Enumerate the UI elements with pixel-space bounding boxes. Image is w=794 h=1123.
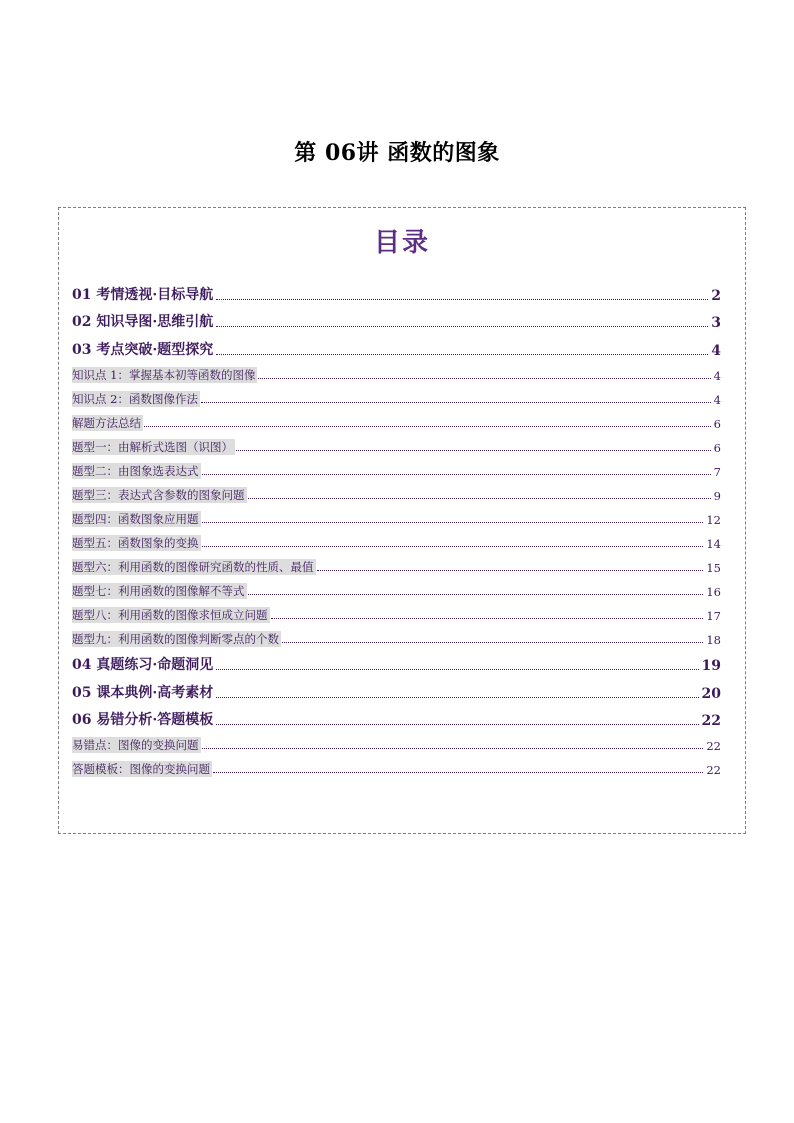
toc-heading: 目录: [373, 228, 430, 258]
toc-leader-dots: [216, 669, 698, 670]
toc-entry-page: 4: [713, 369, 721, 383]
toc-entry-page: 2: [711, 288, 721, 304]
toc-entry-label: 06 易错分析·答题模板: [72, 712, 214, 728]
toc-entry-label: 题型七：利用函数的图像解不等式: [72, 584, 245, 598]
toc-entry-page: 14: [706, 537, 721, 551]
toc-leader-dots: [248, 498, 711, 499]
toc-entry-label: 题型二：由图象选表达式: [72, 464, 199, 478]
toc-entry-label: 知识点 1：掌握基本初等函数的图像: [72, 368, 256, 382]
toc-entry-label: 题型三：表达式含参数的图象问题: [72, 488, 245, 502]
toc-leader-dots: [236, 450, 711, 451]
toc-entry-error-analysis[interactable]: [72, 709, 721, 729]
toc-entry-label: 题型四：函数图象应用题: [72, 512, 199, 526]
toc-entry-page: 6: [713, 441, 721, 455]
toc-entry-error-point[interactable]: [72, 735, 721, 753]
toc-entry-page: 4: [713, 393, 721, 407]
toc-leader-dots: [202, 474, 711, 475]
toc-entry-page: 17: [706, 609, 721, 623]
toc-entry-label: 题型五：函数图象的变换: [72, 536, 199, 550]
toc-entry-page: 22: [706, 763, 721, 777]
toc-entry-page: 3: [711, 315, 721, 331]
toc-entry-page: 7: [713, 465, 721, 479]
toc-entry-label: 答题模板：图像的变换问题: [72, 762, 210, 776]
toc-entry-mindmap[interactable]: [72, 311, 721, 331]
toc-entry-label: 02 知识导图·思维引航: [72, 314, 214, 330]
toc-leader-dots: [216, 697, 698, 698]
toc-entry-type-3[interactable]: [72, 485, 721, 503]
toc-entry-knowledge-1[interactable]: [72, 365, 721, 383]
toc-entry-knowledge-2[interactable]: [72, 389, 721, 407]
toc-leader-dots: [271, 618, 704, 619]
toc-entry-overview[interactable]: [72, 284, 721, 304]
toc-leader-dots: [216, 724, 698, 725]
toc-entry-label: 知识点 2：函数图像作法: [72, 392, 198, 406]
toc-leader-dots: [202, 748, 704, 749]
toc-leader-dots: [248, 594, 704, 595]
document-title: 第 06讲 函数的图象: [294, 140, 500, 166]
toc-leader-dots: [144, 426, 711, 427]
toc-entry-page: 9: [713, 489, 721, 503]
toc-entry-page: 18: [706, 633, 721, 647]
toc-leader-dots: [216, 326, 708, 327]
toc-entry-method-summary[interactable]: [72, 413, 721, 431]
toc-leader-dots: [216, 299, 708, 300]
toc-entry-type-5[interactable]: [72, 533, 721, 551]
toc-entry-page: 12: [706, 513, 721, 527]
toc-entry-label: 03 考点突破·题型探究: [72, 342, 214, 358]
toc-entry-type-9[interactable]: [72, 629, 721, 647]
toc-entry-type-4[interactable]: [72, 509, 721, 527]
toc-leader-dots: [216, 354, 708, 355]
toc-leader-dots: [282, 642, 703, 643]
toc-leader-dots: [213, 772, 703, 773]
toc-entry-label: 易错点：图像的变换问题: [72, 738, 199, 752]
toc-entry-page: 20: [701, 686, 721, 702]
toc-entry-type-7[interactable]: [72, 581, 721, 599]
toc-entry-type-2[interactable]: [72, 461, 721, 479]
toc-entry-label: 题型六：利用函数的图像研究函数的性质、最值: [72, 560, 314, 574]
toc-entry-page: 16: [706, 585, 721, 599]
toc-entry-breakthrough[interactable]: [72, 339, 721, 359]
toc-leader-dots: [201, 402, 711, 403]
toc-entry-label: 04 真题练习·命题洞见: [72, 657, 214, 673]
toc-leader-dots: [202, 522, 704, 523]
toc-entry-real-exam[interactable]: [72, 654, 721, 674]
toc-entry-type-6[interactable]: [72, 557, 721, 575]
toc-entry-label: 题型八：利用函数的图像求恒成立问题: [72, 608, 268, 622]
toc-entry-page: 22: [701, 713, 721, 729]
toc-entry-label: 05 课本典例·高考素材: [72, 685, 214, 701]
toc-entry-page: 6: [713, 417, 721, 431]
toc-leader-dots: [258, 378, 710, 379]
toc-entry-label: 题型一：由解析式选图（识图）: [72, 440, 233, 454]
toc-entry-label: 01 考情透视·目标导航: [72, 287, 214, 303]
toc-entry-page: 19: [701, 658, 721, 674]
toc-entry-page: 4: [711, 343, 721, 359]
toc-entry-type-8[interactable]: [72, 605, 721, 623]
toc-box: [58, 207, 746, 834]
toc-entry-label: 题型九：利用函数的图像判断零点的个数: [72, 632, 279, 646]
toc-entry-answer-template[interactable]: [72, 759, 721, 777]
toc-entry-textbook[interactable]: [72, 682, 721, 702]
toc-entry-type-1[interactable]: [72, 437, 721, 455]
toc-entry-page: 22: [706, 739, 721, 753]
toc-entry-label: 解题方法总结: [72, 416, 141, 430]
toc-entry-page: 15: [706, 561, 721, 575]
toc-leader-dots: [317, 570, 704, 571]
toc-leader-dots: [202, 546, 704, 547]
